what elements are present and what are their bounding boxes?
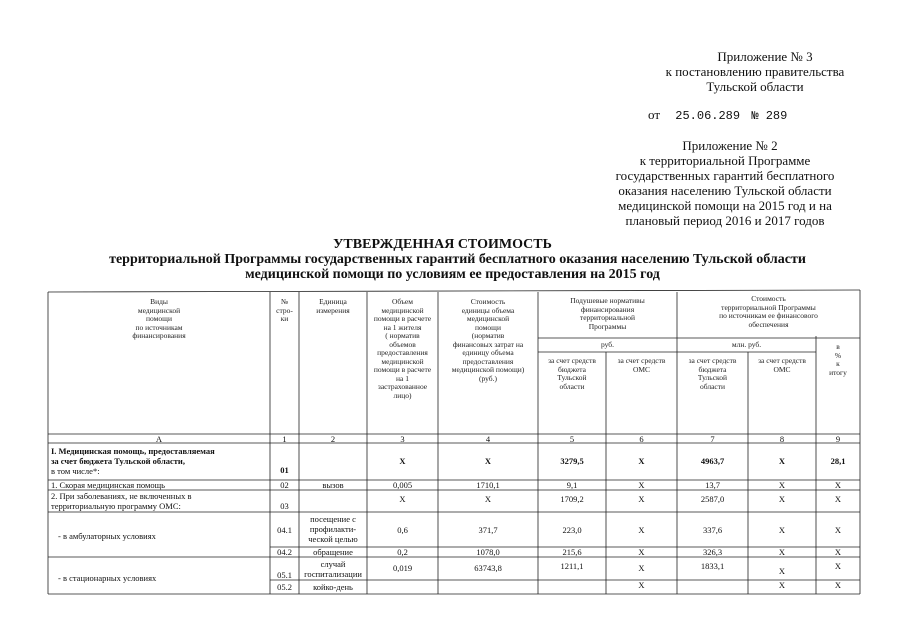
appendix3-line2: к постановлению правительства: [665, 64, 845, 79]
row2-c7: 13,7: [705, 480, 720, 490]
row5-c5: 215,6: [562, 547, 582, 557]
appendix2-title: Приложение № 2: [682, 138, 778, 153]
colnum-1: 1: [282, 434, 287, 444]
row4-cost: 371,7: [478, 525, 498, 535]
row6-name: - в стационарных условиях: [58, 573, 157, 583]
colnum-4: 4: [485, 434, 491, 444]
row7-c6: Х: [638, 580, 645, 590]
colnum-2: 2: [330, 434, 336, 444]
row5-num: 04.2: [277, 547, 292, 557]
appendix2-line3: государственных гарантий бесплатного: [615, 168, 835, 183]
row3-c6: Х: [638, 494, 645, 504]
row6-c8: Х: [778, 566, 786, 576]
row6-cost: 63743,8: [474, 563, 502, 573]
title-line2: территориальной Программы государственных гарантий бесплатного оказания населению Тульской области: [109, 252, 806, 267]
header-unit: Единица измерения: [316, 297, 350, 315]
row7-c9: Х: [834, 580, 842, 590]
row3-num: 03: [280, 501, 289, 511]
colnum-6: 6: [639, 434, 644, 444]
header-oms-2: за счет средств ОМС: [758, 356, 806, 374]
row2-name: 1. Скорая медицинская помощь: [51, 480, 166, 490]
row3-c8: Х: [778, 494, 786, 504]
row2-c9: Х: [834, 480, 842, 490]
header-program-cost-unit: млн. руб.: [731, 340, 762, 349]
row5-unit: обращение: [313, 547, 353, 557]
row7-c8: Х: [778, 580, 786, 590]
title-line3: медицинской помощи по условиям ее предоставления на 2015 год: [245, 267, 660, 282]
row2-unit: вызов: [322, 480, 344, 490]
row2-cost: 1710,1: [476, 480, 500, 490]
header-per-capita-unit: руб.: [601, 340, 614, 349]
row3-c9: Х: [834, 494, 842, 504]
row4-num: 04.1: [277, 525, 292, 535]
header-row-number: № стро- ки: [276, 297, 293, 323]
row6-unit: случай госпитализации: [304, 559, 362, 579]
row3-cost: Х: [484, 494, 492, 504]
row4-vol: 0,6: [397, 525, 408, 535]
row1-vol: Х: [399, 456, 406, 466]
row2-num: 02: [280, 480, 289, 490]
row6-c7: 1833,1: [700, 561, 725, 571]
row4-name: - в амбулаторных условиях: [58, 531, 156, 541]
row6-c5: 1211,1: [560, 561, 584, 571]
row1-c5: 3279,5: [560, 456, 584, 466]
row1-c8: Х: [778, 456, 786, 466]
row1-c7: 4963,7: [700, 456, 725, 466]
appendix3-line3: Тульской области: [706, 79, 804, 94]
row2-c6: Х: [638, 480, 645, 490]
row3-c7: 2587,0: [700, 494, 725, 504]
row1-name: I. Медицинская помощь, предоставляемая за счет бюджета Тульской области, в том числе*:: [51, 446, 215, 476]
row4-c8: Х: [778, 525, 786, 535]
header-kind: Виды медицинской помощи по источникам финансирования: [132, 297, 186, 340]
row5-cost: 1078,0: [476, 547, 500, 557]
row6-c9: Х: [834, 561, 842, 571]
row7-unit: койко-день: [313, 582, 353, 592]
header-unit-cost: Стоимость единицы объема медицинской помощи (норматив финансовых затрат на единицу объема предоставления медицинской помощи) (руб.): [451, 297, 525, 383]
header-program-cost: Стоимость территориальной Программы по источникам ее финансового обеспечения: [719, 294, 818, 329]
title-line1: УТВЕРЖДЕННАЯ СТОИМОСТЬ: [333, 237, 552, 252]
header-volume: Объем медицинской помощи в расчете на 1 жителя ( норматив объемов предоставления медицинской помощи в расчете на 1 застрахованное лицо): [373, 297, 432, 400]
colnum-5: 5: [569, 434, 575, 444]
appendix2-line4: оказания населению Тульской области: [618, 183, 832, 198]
row3-c5: 1709,2: [560, 494, 584, 504]
header-budget-1: за счет средств бюджета Тульской области: [548, 356, 596, 391]
row1-c9: 28,1: [830, 456, 846, 466]
colnum-7: 7: [710, 434, 715, 444]
decree-date: 25.06.289: [675, 109, 741, 123]
row1-cost: Х: [484, 456, 492, 466]
row3-vol: Х: [399, 494, 406, 504]
row1-num: 01: [280, 465, 289, 475]
colnum-8: 8: [779, 434, 785, 444]
colnum-9: 9: [835, 434, 841, 444]
header-oms-1: за счет средств ОМС: [617, 356, 666, 374]
decree-number: № 289: [751, 109, 788, 123]
from-label: от: [648, 107, 661, 122]
row4-c5: 223,0: [562, 525, 582, 535]
appendix3-title: Приложение № 3: [717, 49, 813, 64]
colnum-3: 3: [400, 434, 405, 444]
row5-c7: 326,3: [702, 547, 723, 557]
row4-unit: посещение с профилакти- ческой целью: [308, 514, 358, 544]
row7-num: 05.2: [277, 582, 292, 592]
row2-vol: 0,005: [392, 480, 413, 490]
row6-num: 05.1: [277, 570, 292, 580]
row4-c7: 337,6: [702, 525, 723, 535]
row5-c9: Х: [834, 547, 842, 557]
appendix2-line5: медицинской помощи на 2015 год и на: [618, 198, 832, 213]
appendix2-line2: к территориальной Программе: [639, 153, 811, 168]
row2-c5: 9,1: [566, 480, 578, 490]
header-per-capita: Подушевые нормативы финансирования территориальной Программы: [570, 296, 645, 331]
row4-c9: Х: [834, 525, 842, 535]
row3-name: 2. При заболеваниях, не включенных в территориальную программу ОМС:: [51, 491, 192, 511]
row6-c6: Х: [638, 563, 645, 573]
row5-c8: Х: [778, 547, 786, 557]
appendix2-line6: плановый период 2016 и 2017 годов: [625, 213, 825, 228]
row5-c6: Х: [638, 547, 645, 557]
header-budget-2: за счет средств бюджета Тульской области: [688, 356, 737, 391]
row1-c6: Х: [638, 456, 645, 466]
colnum-a: А: [155, 434, 163, 444]
row6-vol: 0,019: [392, 563, 413, 573]
row5-vol: 0,2: [397, 547, 408, 557]
row4-c6: Х: [638, 525, 645, 535]
row2-c8: Х: [778, 480, 786, 490]
header-percent: в % к итогу: [829, 342, 847, 377]
